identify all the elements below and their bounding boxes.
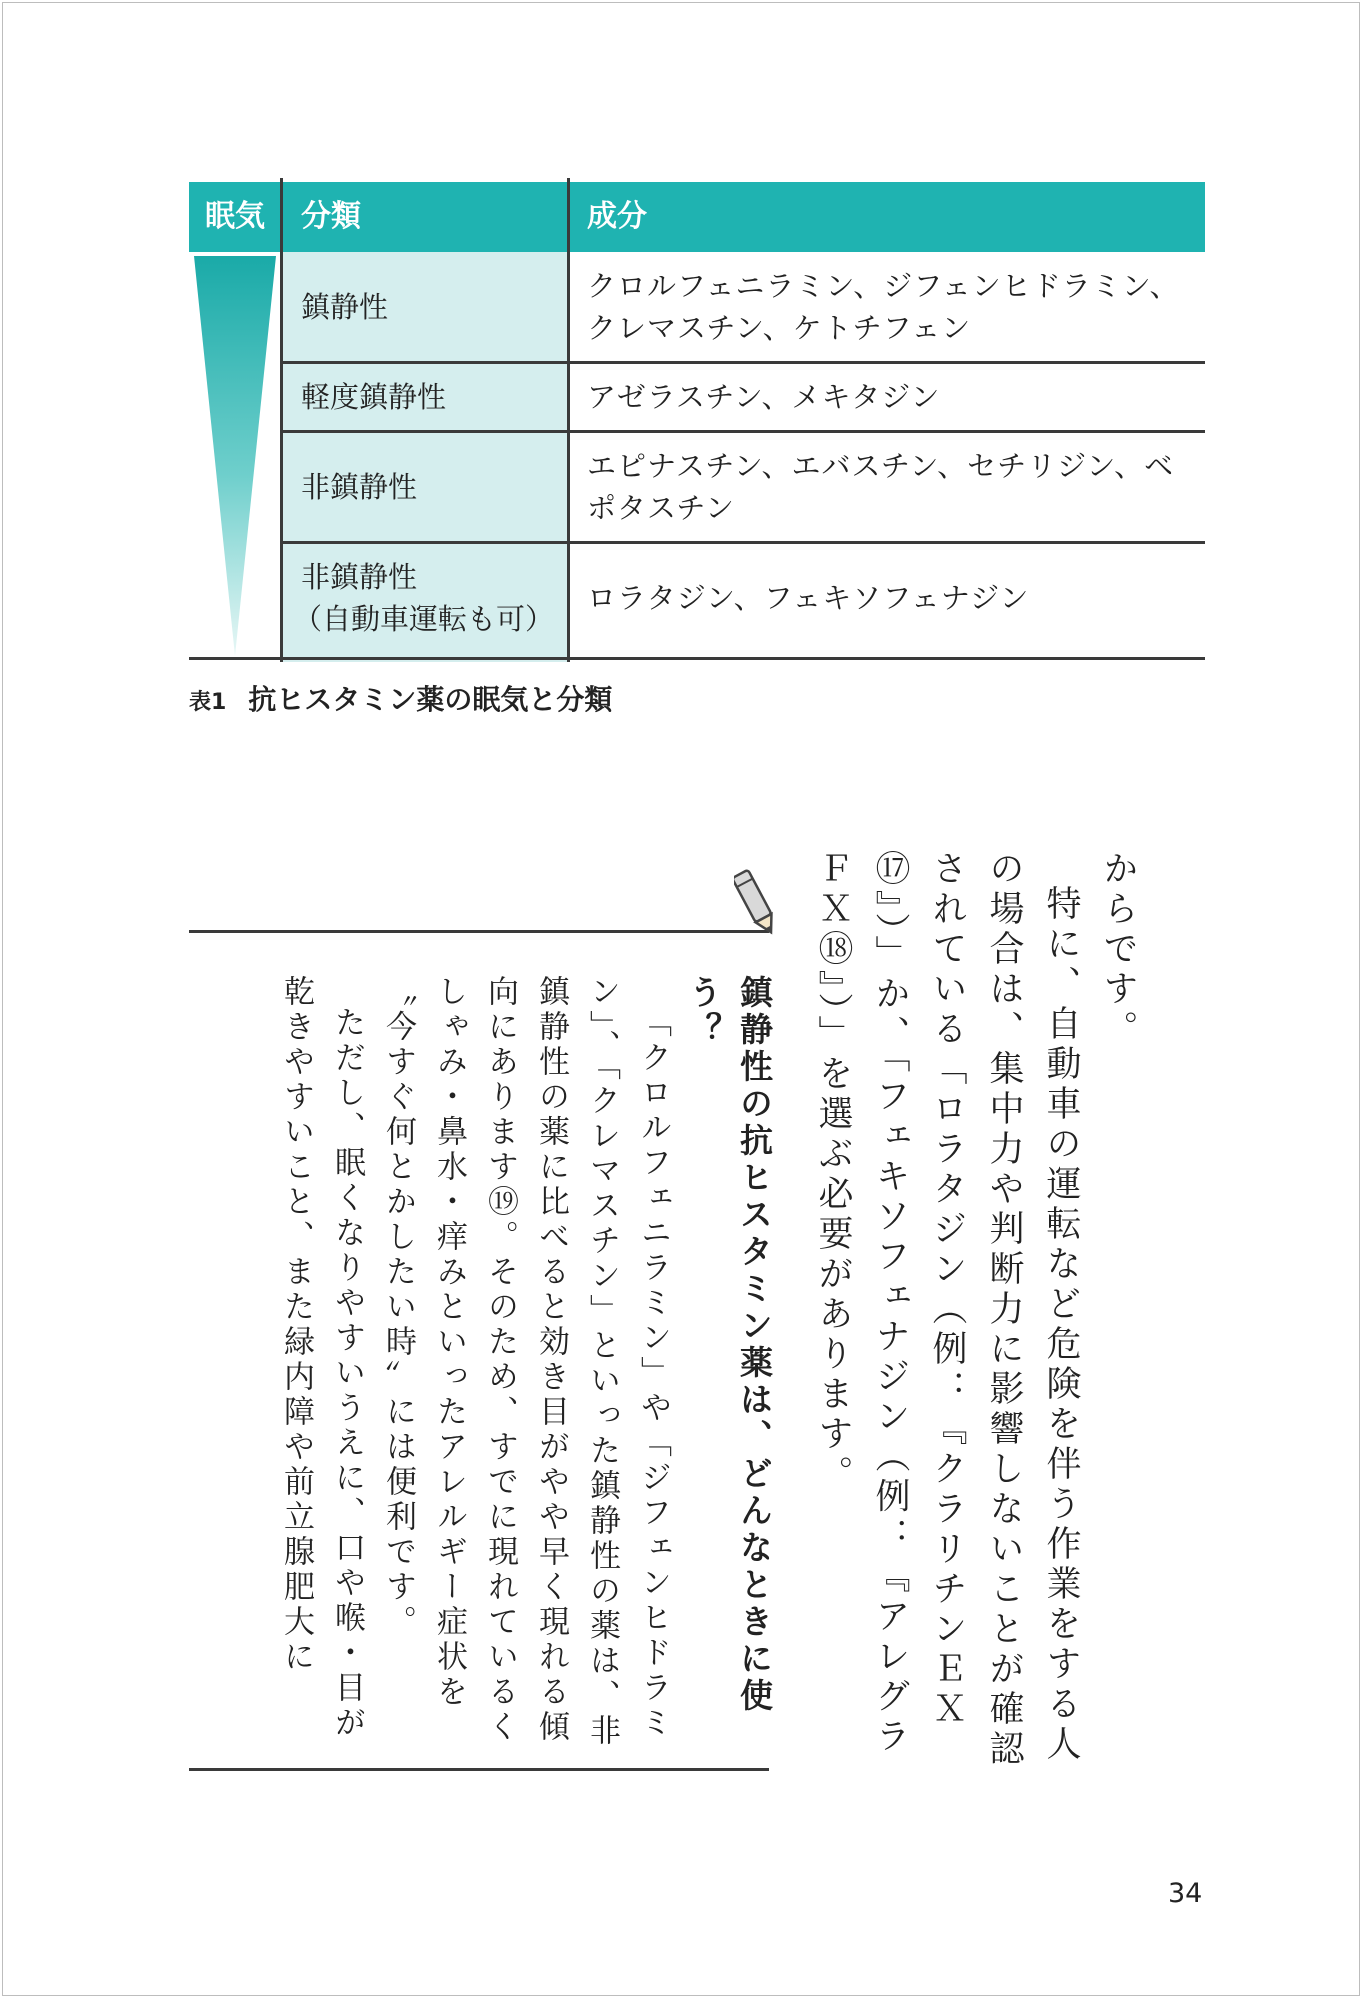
table-caption bbox=[189, 678, 612, 718]
column-divider bbox=[567, 178, 570, 662]
caption-number: 表1 bbox=[189, 690, 227, 715]
row2-components: アゼラスチン、メキタジン bbox=[587, 380, 941, 414]
caption-title: 抗ヒスタミン薬の眠気と分類 bbox=[248, 683, 613, 716]
pencil-icon bbox=[734, 868, 778, 940]
column-paragraph: 「クロルフェニラミン」や「ジフェンヒドラミン」、「クレマスチン」といった鎮静性の薬は、非鎮静性の薬に比べると効き目がやや早く現れる傾向にあります⑲。そのため、すでに現れているくしゃみ・鼻水・痒みといったアレルギー症状を〝今すぐ何とかしたい時〟には便利です。 bbox=[380, 975, 671, 1749]
row3-classification: 非鎮静性 bbox=[301, 470, 418, 504]
column-divider bbox=[280, 178, 283, 662]
row1-classification: 鎮静性 bbox=[301, 290, 389, 324]
header-components: 成分 bbox=[587, 199, 647, 234]
row-divider bbox=[283, 430, 1205, 433]
row-divider bbox=[283, 361, 1205, 364]
row1-components: クロルフェニラミン、ジフェンヒドラミン、クレマスチン、ケトチフェン bbox=[587, 269, 1180, 345]
row3-components: エピナスチン、エバスチン、セチリジン、ベポタスチン bbox=[587, 449, 1175, 525]
column-text bbox=[190, 975, 780, 1755]
column-question: 鎮静性の抗ヒスタミン薬は、どんなときに使う？ bbox=[684, 975, 774, 1715]
body-paragraph: 特に、自動車の運転など危険を伴う作業をする人の場合は、集中力や判断力に影響しないことが確認されている「ロラタジン（例：『クラリチンＥＸ⑰』）」か、「フェキソフェナジン（例：『アレグラＦＸ⑱』）」を選ぶ必要があります。 bbox=[813, 850, 1081, 1770]
column-paragraph: ただし、眠くなりやすいうえに、口や喉・目が乾きやすいこと、また緑内障や前立腺肥大に bbox=[278, 975, 365, 1741]
table-bottom-rule bbox=[189, 657, 1205, 660]
row4-classification: 非鎮静性 bbox=[301, 560, 418, 594]
row2-classification: 軽度鎮静性 bbox=[301, 380, 447, 414]
column-top-rule bbox=[189, 930, 769, 933]
column-bottom-rule bbox=[189, 1768, 769, 1771]
antihistamine-table bbox=[189, 178, 1205, 662]
header-classification: 分類 bbox=[301, 199, 361, 234]
row-divider bbox=[283, 541, 1205, 544]
sleepiness-gradient-wedge bbox=[194, 256, 276, 656]
header-sleepiness: 眠気 bbox=[205, 199, 265, 234]
body-paragraph: からです。 bbox=[1098, 850, 1138, 1050]
page-number: 34 bbox=[1168, 1878, 1203, 1909]
table-header bbox=[189, 182, 1205, 252]
body-text bbox=[813, 850, 1146, 1780]
row4-components: ロラタジン、フェキソフェナジン bbox=[587, 581, 1030, 615]
row4-classification-note: （自動車運転も可） bbox=[293, 602, 555, 636]
